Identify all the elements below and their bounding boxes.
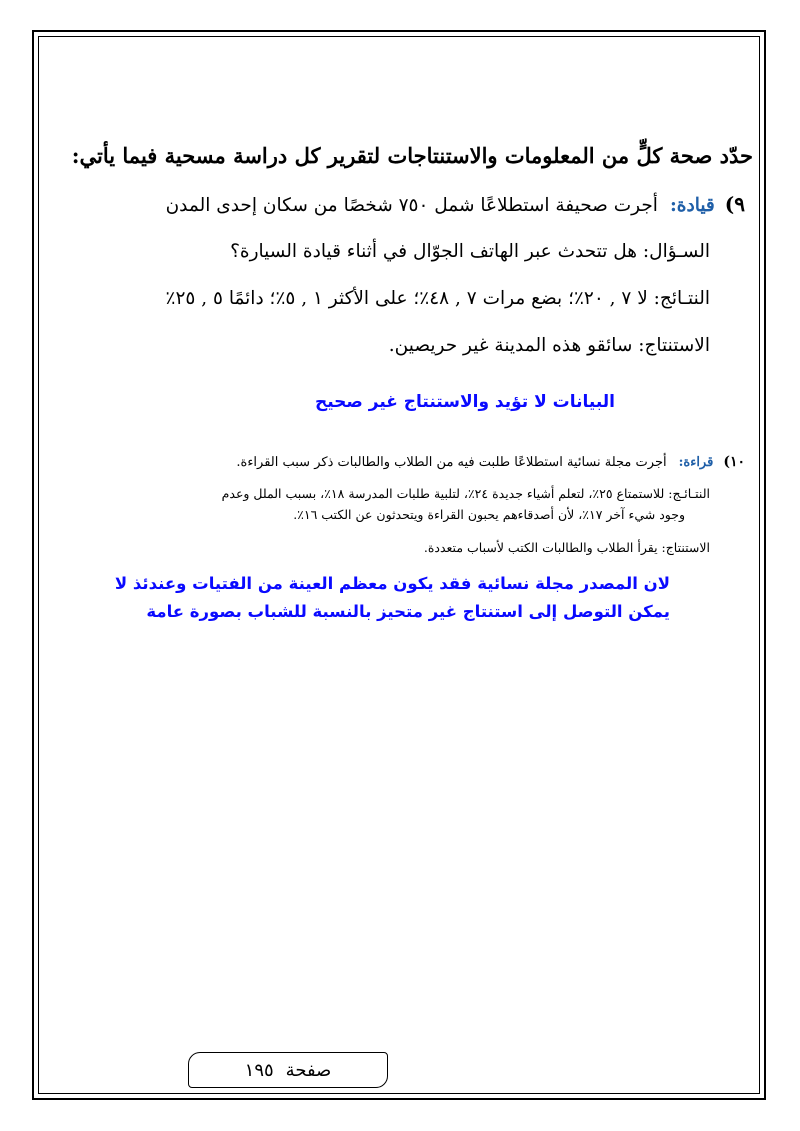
page-number: ١٩٥ xyxy=(244,1059,274,1081)
question-9-conclusion: الاستنتاج: سائقو هذه المدينة غير حريصين. xyxy=(388,335,710,356)
instructions-heading: حدّد صحة كلٍّ من المعلومات والاستنتاجات لتقرير كل دراسة مسحية فيما يأتي: xyxy=(71,143,753,168)
question-10-results-line-2: وجود شيء آخر ١٧٪، لأن أصدقاءهم يحبون القراءة ويتحدثون عن الكتب ١٦٪. xyxy=(293,507,685,522)
question-9-survey-question: السـؤال: هل تتحدث عبر الهاتف الجوّال في أثناء قيادة السيارة؟ xyxy=(230,241,710,262)
question-10-conclusion: الاستنتاج: يقرأ الطلاب والطالبات الكتب لأسباب متعددة. xyxy=(423,540,710,555)
question-10-answer: لان المصدر مجلة نسائية فقد يكون معظم العينة من الفتيات وعندئذ لا يمكن التوصل إلى استنتاج غير متحيز بالنسبة للشباب بصورة عامة xyxy=(114,574,670,621)
question-10-number: ١٠) xyxy=(723,454,745,470)
question-9-text: أجرت صحيفة استطلاعًا شمل ٧٥٠ شخصًا من سكان إحدى المدن xyxy=(165,195,658,216)
question-9-answer: البيانات لا تؤيد والاستنتاج غير صحيح xyxy=(314,392,615,412)
question-10-results-line-1: النتـائـج: للاستمتاع ٢٥٪، لتعلم أشياء جديدة ٢٤٪، لتلبية طلبات المدرسة ١٨٪، بسبب الملل وعدم xyxy=(221,486,710,501)
page-label: صفحة xyxy=(285,1059,332,1081)
page-number-box xyxy=(188,1052,388,1088)
question-9-results: النتـائج: لا ٧ , ٢٠٪؛ بضع مرات ٧ , ٤٨٪؛ على الأكثر ١ , ٥٪؛ دائمًا ٥ , ٢٥٪ xyxy=(165,288,710,309)
question-9-topic: قيادة: xyxy=(669,195,715,216)
question-9 xyxy=(166,192,745,216)
question-10 xyxy=(236,454,745,470)
question-10-topic: قراءة: xyxy=(678,455,714,470)
question-9-number: ٩) xyxy=(724,192,745,216)
question-10-text: أجرت مجلة نسائية استطلاعًا طلبت فيه من الطلاب والطالبات ذكر سبب القراءة. xyxy=(236,455,667,470)
